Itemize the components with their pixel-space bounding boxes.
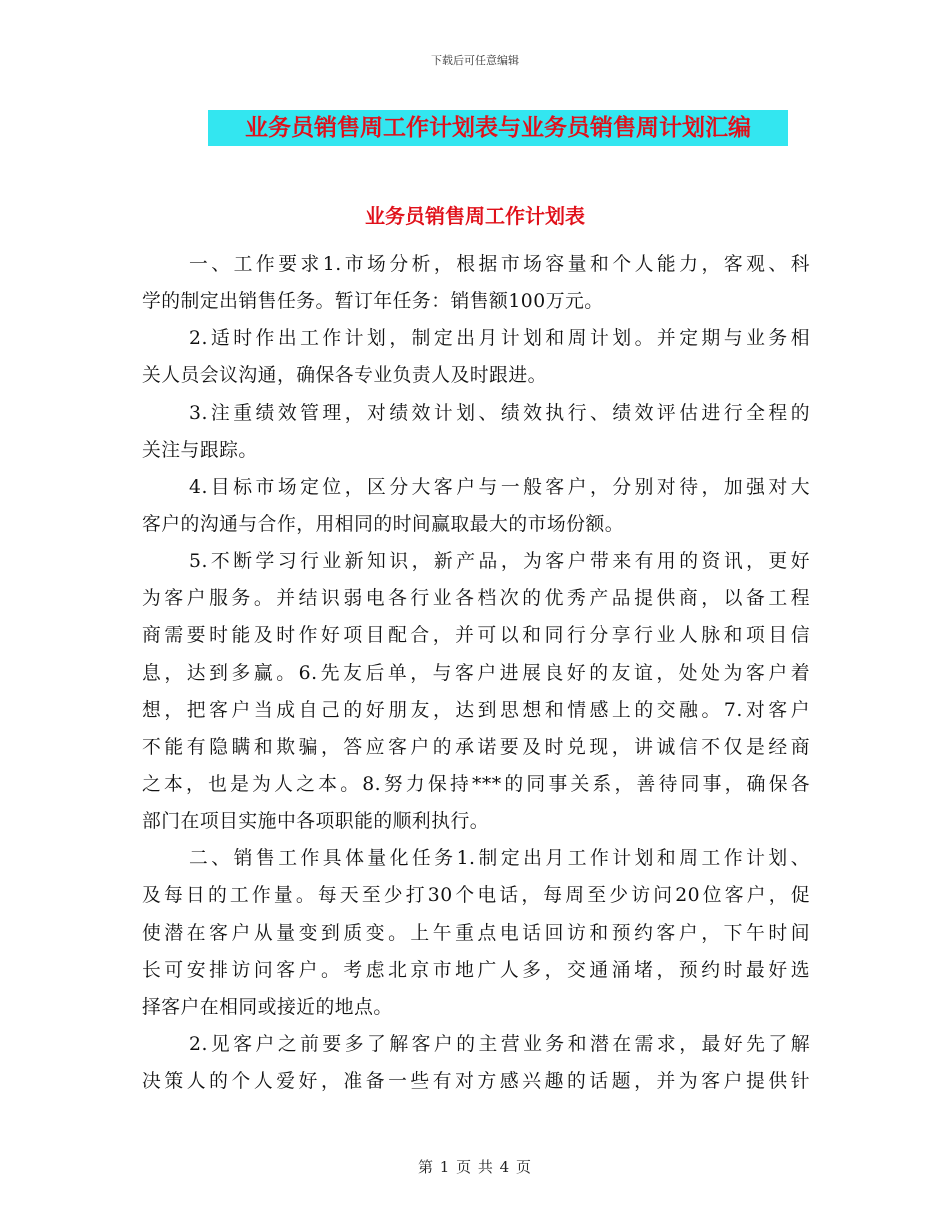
- paragraph-line: 商需要时能及时作好项目配合，并可以和同行分享行业人脉和项目信: [142, 625, 810, 647]
- paragraph-line: 及每日的工作量。每天至少打30个电话，每周至少访问20位客户，促: [142, 885, 810, 907]
- paragraph-line: 客户的沟通与合作，用相同的时间赢取最大的市场份额。: [142, 513, 625, 535]
- paragraph-line: 长可安排访问客户。考虑北京市地广人多，交通涌堵，预约时最好选: [142, 959, 810, 981]
- paragraph-line: 一、工作要求1.市场分析，根据市场容量和个人能力，客观、科: [189, 254, 810, 275]
- paragraph-line: 择客户在相同或接近的地点。: [142, 996, 393, 1018]
- paragraph-line: 3.注重绩效管理，对绩效计划、绩效执行、绩效评估进行全程的: [189, 402, 810, 424]
- paragraph-line: 学的制定出销售任务。暂订年任务：销售额100万元。: [142, 291, 604, 313]
- document-title-highlight: [208, 110, 788, 146]
- paragraph-line: 2.见客户之前要多了解客户的主营业务和潜在需求，最好先了解: [189, 1033, 810, 1055]
- paragraph-line: 为客户服务。并结识弱电各行业各档次的优秀产品提供商，以备工程: [142, 588, 810, 610]
- header-note: 下载后可任意编辑: [431, 54, 519, 67]
- paragraph-line: 关注与跟踪。: [142, 439, 258, 461]
- paragraph-line: 之本，也是为人之本。8.努力保持***的同事关系，善待同事，确保各: [142, 773, 810, 795]
- section-title: 业务员销售周工作计划表: [365, 204, 585, 228]
- paragraph-line: 决策人的个人爱好，准备一些有对方感兴趣的话题，并为客户提供针: [142, 1071, 810, 1093]
- paragraph-line: 息，达到多赢。6.先友后单，与客户进展良好的友谊，处处为客户着: [142, 662, 810, 684]
- paragraph-line: 2.适时作出工作计划，制定出月计划和周计划。并定期与业务相: [189, 328, 810, 350]
- paragraph-line: 5.不断学习行业新知识，新产品，为客户带来有用的资讯，更好: [189, 551, 810, 573]
- paragraph-line: 使潜在客户从量变到质变。上午重点电话回访和预约客户，下午时间: [142, 922, 810, 944]
- paragraph-line: 关人员会议沟通，确保各专业负责人及时跟进。: [142, 365, 547, 387]
- paragraph-line: 想，把客户当成自己的好朋友，达到思想和情感上的交融。7.对客户: [142, 699, 810, 721]
- body-text: [142, 246, 810, 1100]
- paragraph-line: 部门在项目实施中各项职能的顺利执行。: [142, 811, 490, 833]
- document-title: 业务员销售周工作计划表与业务员销售周计划汇编: [245, 115, 751, 141]
- page-footer: 第 1 页 共 4 页: [418, 1158, 532, 1176]
- paragraph-line: 4.目标市场定位，区分大客户与一般客户，分别对待，加强对大: [189, 476, 810, 498]
- paragraph-line: 二、销售工作具体量化任务1.制定出月工作计划和周工作计划、: [189, 848, 810, 870]
- paragraph-line: 不能有隐瞒和欺骗，答应客户的承诺要及时兑现，讲诚信不仅是经商: [142, 736, 810, 758]
